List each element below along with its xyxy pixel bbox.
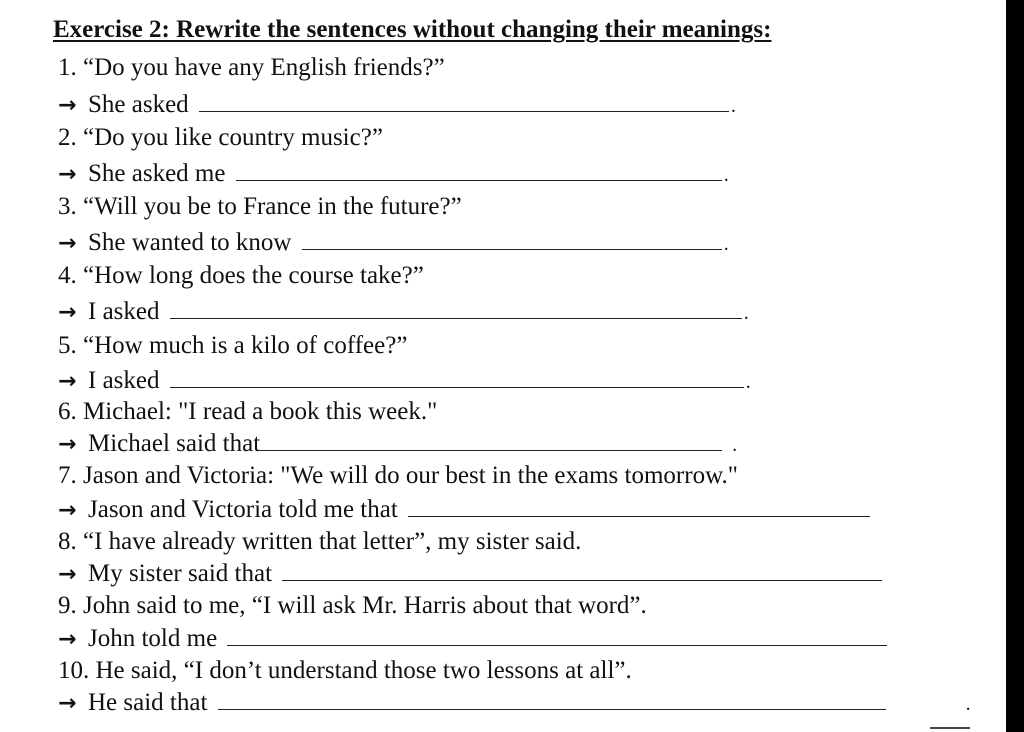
- arrow-right-icon: →: [58, 162, 77, 187]
- page-edge-mark: [930, 727, 970, 729]
- answer-line-4: [58, 296, 749, 328]
- question-3: 3. “Will you be to France in the future?”: [58, 193, 462, 220]
- exercise-title: Exercise 2: Rewrite the sentences without changing their meanings:: [53, 16, 772, 43]
- answer-end-3: .: [723, 233, 729, 255]
- answer-start-8: My sister said that: [88, 560, 273, 587]
- answer-line-9: [58, 623, 889, 655]
- answer-end-6: .: [732, 434, 738, 456]
- answer-blank-7[interactable]: [408, 494, 870, 517]
- answer-end-10: .: [965, 693, 971, 715]
- answer-line-5: [58, 365, 751, 397]
- question-9: 9. John said to me, “I will ask Mr. Harris about that word”.: [58, 592, 647, 619]
- answer-line-6: [58, 428, 737, 460]
- answer-line-2: [58, 158, 729, 190]
- answer-start-7: Jason and Victoria told me that: [88, 496, 398, 523]
- arrow-right-icon: →: [58, 498, 77, 523]
- arrow-right-icon: →: [58, 432, 77, 457]
- question-2: 2. “Do you like country music?”: [58, 124, 383, 151]
- question-10: 10. He said, “I don’t understand those two lessons at all”.: [58, 657, 632, 684]
- arrow-right-icon: →: [58, 627, 77, 652]
- answer-line-8: [58, 558, 884, 590]
- answer-start-1: She asked: [88, 91, 189, 118]
- answer-start-4: I asked: [88, 298, 160, 325]
- answer-start-6: Michael said that: [88, 430, 261, 457]
- question-4: 4. “How long does the course take?”: [58, 262, 424, 289]
- answer-line-1: [58, 89, 736, 121]
- answer-blank-10[interactable]: [218, 687, 886, 710]
- answer-blank-3[interactable]: [302, 227, 722, 250]
- question-7: 7. Jason and Victoria: "We will do our best in the exams tomorrow.": [58, 462, 738, 489]
- answer-start-5: I asked: [88, 367, 160, 394]
- question-1: 1. “Do you have any English friends?”: [58, 54, 445, 81]
- answer-end-1: .: [730, 95, 736, 117]
- answer-start-9: John told me: [88, 625, 218, 652]
- question-8: 8. “I have already written that letter”, my sister said.: [58, 528, 582, 555]
- arrow-right-icon: →: [58, 93, 77, 118]
- arrow-right-icon: →: [58, 562, 77, 587]
- answer-blank-5[interactable]: [170, 365, 744, 388]
- arrow-right-icon: →: [58, 369, 77, 394]
- answer-end-2: .: [723, 164, 729, 186]
- arrow-right-icon: →: [58, 300, 77, 325]
- answer-blank-4[interactable]: [170, 296, 742, 319]
- answer-line-10: [58, 687, 971, 719]
- arrow-right-icon: →: [58, 231, 77, 256]
- answer-end-5: .: [745, 371, 751, 393]
- answer-blank-2[interactable]: [236, 158, 722, 181]
- answer-blank-6[interactable]: [260, 428, 722, 451]
- answer-line-3: [58, 227, 729, 259]
- answer-blank-1[interactable]: [199, 89, 729, 112]
- arrow-right-icon: →: [58, 691, 77, 716]
- answer-end-4: .: [743, 302, 749, 324]
- answer-line-7: [58, 494, 872, 526]
- answer-blank-9[interactable]: [227, 623, 887, 646]
- screen-border: [1006, 0, 1024, 732]
- answer-start-10: He said that: [88, 689, 208, 716]
- answer-start-2: She asked me: [88, 160, 226, 187]
- answer-start-3: She wanted to know: [88, 229, 292, 256]
- question-5: 5. “How much is a kilo of coffee?”: [58, 332, 408, 359]
- answer-blank-8[interactable]: [282, 558, 882, 581]
- question-6: 6. Michael: "I read a book this week.": [58, 398, 438, 425]
